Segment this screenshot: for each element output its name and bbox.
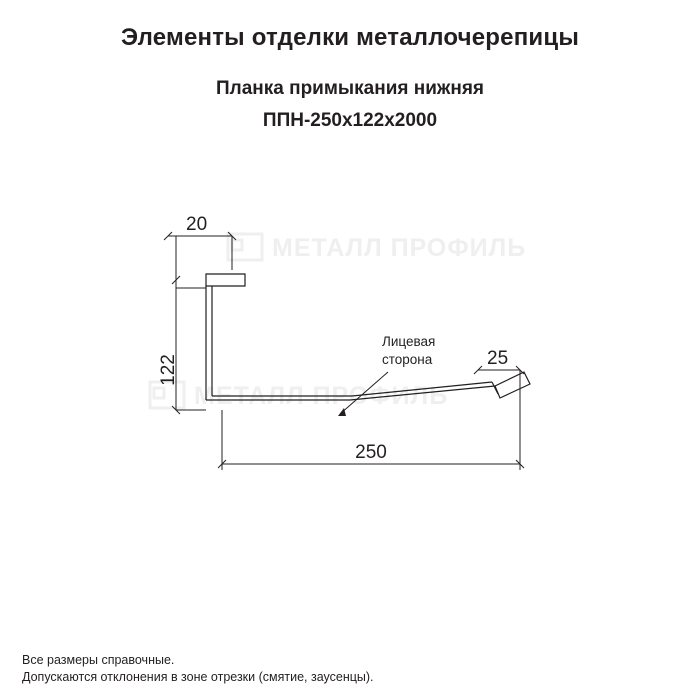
- watermark-text-2: МЕТАЛЛ ПРОФИЛЬ: [194, 382, 449, 410]
- footnotes: [22, 652, 374, 686]
- callout-face-side-line2: сторона: [382, 352, 433, 367]
- dimension-right-flange-label: 25: [487, 348, 509, 369]
- product-code: ППН-250х122х2000: [262, 110, 438, 131]
- technical-drawing: [0, 170, 700, 540]
- callout-face-side-line1: Лицевая: [382, 334, 436, 349]
- footnote-line-1: Все размеры справочные.: [22, 653, 175, 667]
- watermark-text: МЕТАЛЛ ПРОФИЛЬ: [272, 234, 527, 262]
- page-title: Элементы отделки металлочерепицы: [120, 24, 580, 51]
- product-name: Планка примыкания нижняя: [215, 78, 485, 99]
- title-block: [0, 0, 700, 132]
- dimension-total-width-label: 250: [355, 442, 387, 463]
- dimension-height-label: 122: [158, 354, 179, 386]
- dimension-right-flange: [474, 366, 524, 398]
- dimension-top-width-label: 20: [186, 214, 208, 235]
- footnote-line-2: Допускаются отклонения в зоне отрезки (смятие, заусенцы).: [22, 670, 374, 684]
